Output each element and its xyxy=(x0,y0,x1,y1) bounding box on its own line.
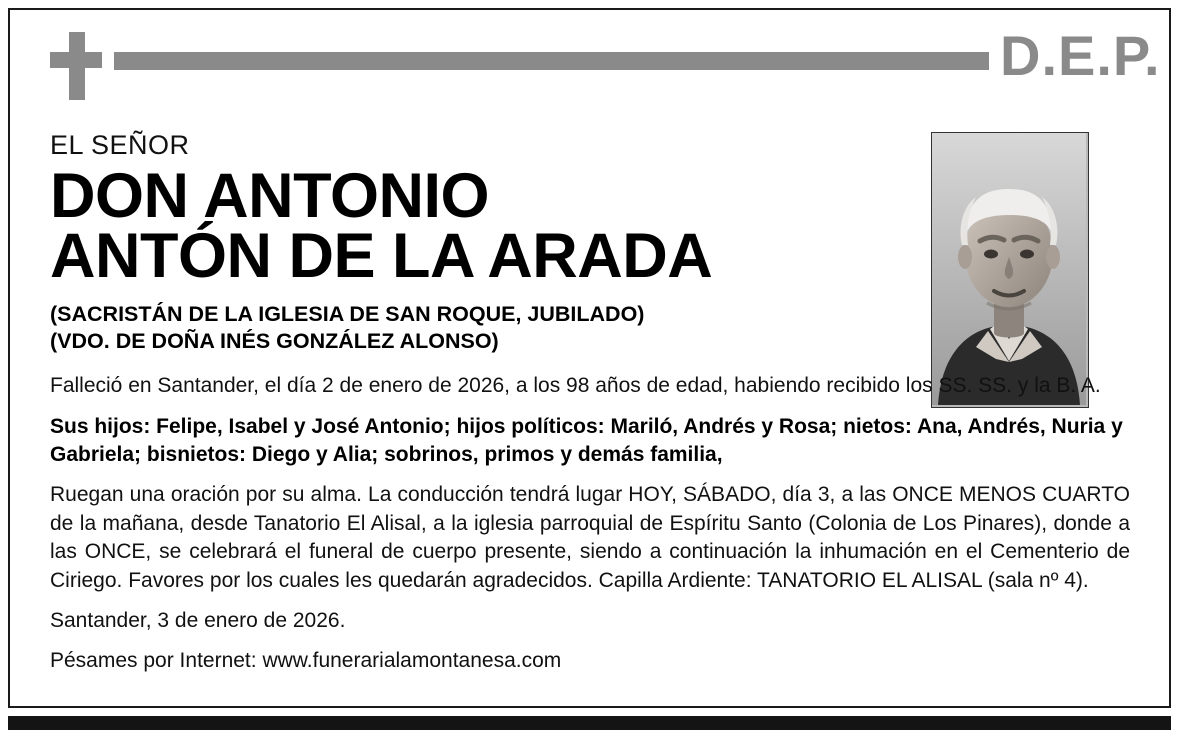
death-notice-text: Falleció en Santander, el día 2 de enero de 2026, a los 98 años de edad, habiendo recibido los SS. SS. y la B. A. xyxy=(50,373,1101,397)
subtitle-line-2: (VDO. DE DOÑA INÉS GONZÁLEZ ALONSO) xyxy=(50,329,499,354)
subtitle-block xyxy=(50,301,750,356)
subtitle-line-1: (SACRISTÁN DE LA IGLESIA DE SAN ROQUE, JUBILADO) xyxy=(50,301,645,326)
bottom-bar xyxy=(8,716,1171,730)
deceased-name xyxy=(50,161,750,291)
notice-content xyxy=(50,130,1130,676)
notice-header xyxy=(10,10,1169,114)
header-rule xyxy=(114,52,989,70)
deceased-name-line1: DON ANTONIO xyxy=(50,161,490,231)
condolences-text: Pésames por Internet: www.funerarialamontanesa.com xyxy=(50,649,562,673)
family-list-text: Sus hijos: Felipe, Isabel y José Antonio; hijos políticos: Mariló, Andrés y Rosa; nietos: Ana, Andrés, Nuria y Gabriela; bisnietos: Diego y Alia; sobrinos, primos y demás familia, xyxy=(50,414,1123,466)
cross-horizontal-bar xyxy=(50,52,102,68)
honorific-label: EL SEÑOR xyxy=(50,130,190,160)
deceased-name-line2: ANTÓN DE LA ARADA xyxy=(50,220,713,291)
notice-frame xyxy=(8,8,1171,708)
place-date-text: Santander, 3 de enero de 2026. xyxy=(50,608,346,632)
service-details-text: Ruegan una oración por su alma. La conducción tendrá lugar HOY, SÁBADO, día 3, a las ONCE MENOS CUARTO de la mañana, desde Tanatorio El Alisal, a la iglesia parroquial de Espíritu Santo (Colonia de Los Pinares), donde a las ONCE, se celebrará el funeral de cuerpo presente, siendo a continuación la inhumación en el Cementerio de Ciriego. Favores por los cuales les quedarán agradecidos. Capilla Ardiente: TANATORIO EL ALISAL (sala nº 4). xyxy=(50,483,1130,592)
dep-label: D.E.P. xyxy=(1000,24,1161,87)
cross-icon xyxy=(50,32,102,100)
